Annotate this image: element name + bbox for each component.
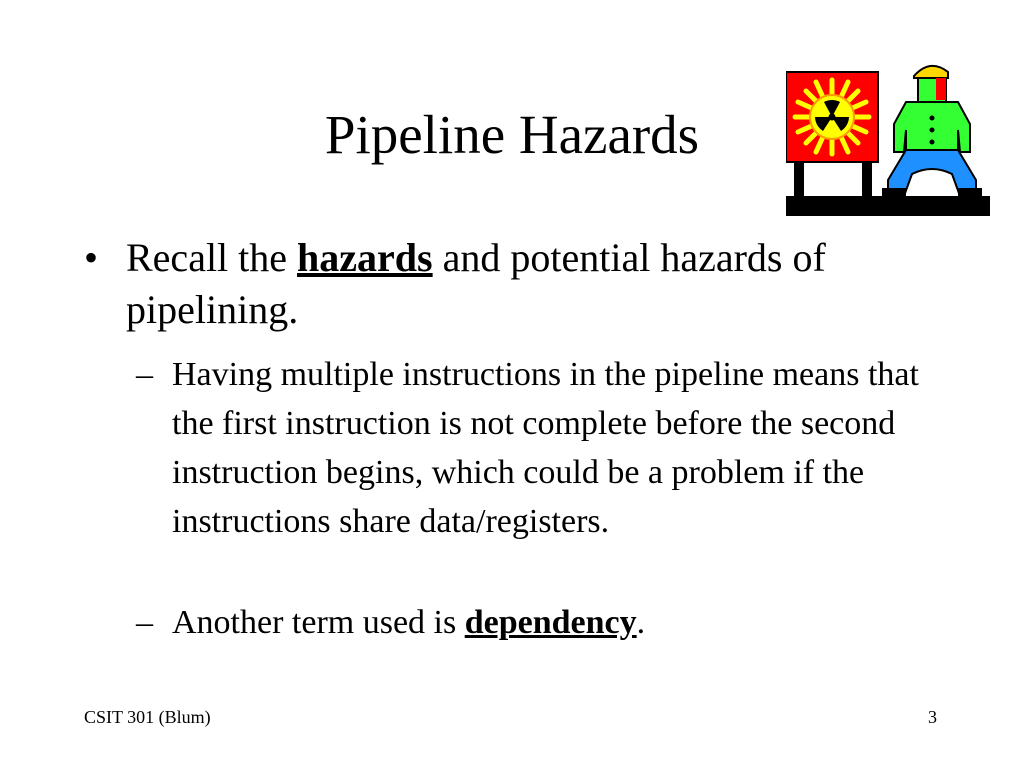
bullet-text-post: and potential hazards of pipelining.: [126, 235, 826, 332]
page-number: 3: [928, 707, 937, 727]
keyword-hazards: hazards: [297, 235, 433, 280]
bullet-recall-hazards: [84, 232, 944, 336]
sub-bullet-multiple-instructions: [136, 350, 926, 546]
sub-bullet-text: Having multiple instructions in the pipeline means that the first instruction is not complete before the second instruction begins, which could be a problem if the instructions share data/registers.: [172, 356, 919, 540]
bullet-text-pre: Recall the: [126, 235, 298, 280]
radiation-warning-sign-worker-icon: [786, 58, 990, 216]
sub-bullet-dependency: [136, 598, 926, 647]
keyword-dependency: dependency: [464, 604, 637, 641]
sub-bullet-marker: –: [136, 604, 153, 641]
sub-bullet-text-post: .: [636, 604, 646, 641]
footer-course: CSIT 301 (Blum): [84, 707, 211, 727]
bullet-text: [126, 232, 944, 336]
sub-bullet-text-pre: Another term used is: [172, 604, 465, 641]
bullet-marker: •: [84, 235, 99, 280]
sub-bullet-marker: –: [136, 356, 153, 393]
sub-bullet-text: [172, 598, 926, 647]
slide-title: Pipeline Hazards: [324, 104, 700, 165]
